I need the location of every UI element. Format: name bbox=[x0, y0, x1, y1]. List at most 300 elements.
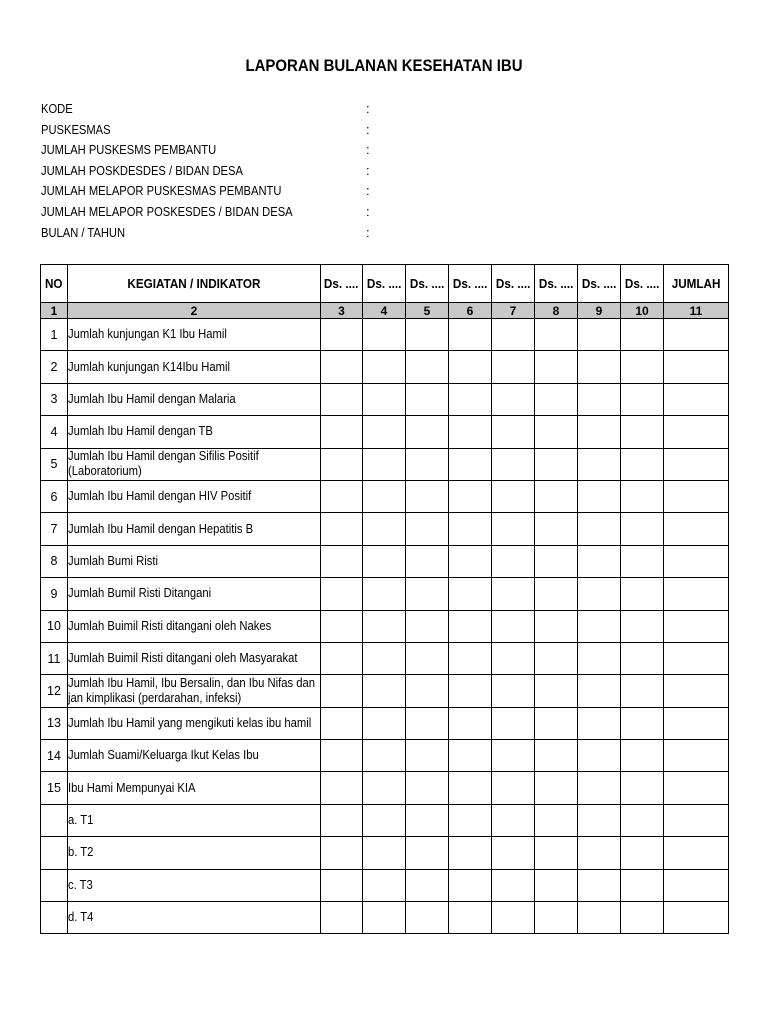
village-value-cell[interactable] bbox=[363, 740, 406, 772]
village-value-cell[interactable] bbox=[621, 319, 664, 351]
village-value-cell[interactable] bbox=[449, 383, 492, 415]
village-value-cell[interactable] bbox=[492, 804, 535, 836]
village-value-cell[interactable] bbox=[535, 513, 578, 545]
column-number-cell: 11 bbox=[664, 303, 729, 319]
activity-label: Jumlah Bumi Risti bbox=[68, 553, 159, 568]
activity-label: b. T2 bbox=[68, 845, 94, 860]
village-value-cell[interactable] bbox=[321, 804, 363, 836]
total-value-cell[interactable] bbox=[664, 675, 729, 707]
info-field-row bbox=[41, 223, 441, 244]
activity-cell bbox=[68, 772, 321, 804]
column-header bbox=[535, 265, 578, 303]
village-value-cell[interactable] bbox=[406, 610, 449, 642]
village-value-cell[interactable] bbox=[363, 642, 406, 674]
row-number: 14 bbox=[41, 740, 68, 772]
village-value-cell[interactable] bbox=[449, 837, 492, 869]
column-header-label: Ds. .... bbox=[495, 276, 531, 291]
village-value-cell[interactable] bbox=[492, 448, 535, 480]
table-row bbox=[41, 675, 729, 707]
column-header bbox=[664, 265, 729, 303]
activity-label: Ibu Hami Mempunyai KIA bbox=[68, 780, 196, 795]
info-field-label: BULAN / TAHUN bbox=[41, 224, 126, 240]
activity-label: Jumlah Buimil Risti ditangani oleh Masyarakat bbox=[68, 651, 298, 666]
village-value-cell[interactable] bbox=[321, 319, 363, 351]
village-value-cell[interactable] bbox=[535, 902, 578, 934]
activity-label: Jumlah kunjungan K1 Ibu Hamil bbox=[68, 327, 227, 342]
column-header bbox=[406, 265, 449, 303]
village-value-cell[interactable] bbox=[406, 513, 449, 545]
village-value-cell[interactable] bbox=[363, 448, 406, 480]
total-value-cell[interactable] bbox=[664, 416, 729, 448]
activity-cell bbox=[68, 480, 321, 512]
village-value-cell[interactable] bbox=[321, 480, 363, 512]
village-value-cell[interactable] bbox=[406, 902, 449, 934]
village-value-cell[interactable] bbox=[363, 610, 406, 642]
column-number-cell: 3 bbox=[321, 303, 363, 319]
village-value-cell[interactable] bbox=[321, 772, 363, 804]
row-number: 8 bbox=[41, 545, 68, 577]
activity-label: Jumlah Ibu Hamil dengan Hepatitis B bbox=[68, 521, 254, 536]
village-value-cell[interactable] bbox=[363, 383, 406, 415]
activity-cell bbox=[68, 642, 321, 674]
column-number-cell: 5 bbox=[406, 303, 449, 319]
column-header-label: Ds. .... bbox=[452, 276, 488, 291]
total-value-cell[interactable] bbox=[664, 383, 729, 415]
row-number bbox=[41, 837, 68, 869]
village-value-cell[interactable] bbox=[535, 319, 578, 351]
village-value-cell[interactable] bbox=[535, 740, 578, 772]
column-number-cell: 10 bbox=[621, 303, 664, 319]
village-value-cell[interactable] bbox=[449, 902, 492, 934]
total-value-cell[interactable] bbox=[664, 902, 729, 934]
village-value-cell[interactable] bbox=[406, 416, 449, 448]
info-field-separator: : bbox=[366, 183, 370, 199]
column-header bbox=[492, 265, 535, 303]
village-value-cell[interactable] bbox=[321, 675, 363, 707]
total-value-cell[interactable] bbox=[664, 351, 729, 383]
village-value-cell[interactable] bbox=[578, 319, 621, 351]
village-value-cell[interactable] bbox=[363, 480, 406, 512]
info-field-label: KODE bbox=[41, 101, 73, 116]
table-row bbox=[41, 740, 729, 772]
village-value-cell[interactable] bbox=[406, 642, 449, 674]
village-value-cell[interactable] bbox=[578, 837, 621, 869]
village-value-cell[interactable] bbox=[363, 545, 406, 577]
village-value-cell[interactable] bbox=[535, 545, 578, 577]
row-number: 2 bbox=[41, 351, 68, 383]
column-header bbox=[68, 265, 321, 303]
village-value-cell[interactable] bbox=[406, 707, 449, 739]
column-header-label: KEGIATAN / INDIKATOR bbox=[127, 276, 261, 291]
village-value-cell[interactable] bbox=[406, 869, 449, 901]
village-value-cell[interactable] bbox=[578, 513, 621, 545]
village-value-cell[interactable] bbox=[449, 513, 492, 545]
info-field-row bbox=[41, 202, 441, 223]
table-row bbox=[41, 448, 729, 480]
row-number: 15 bbox=[41, 772, 68, 804]
activity-cell bbox=[68, 545, 321, 577]
total-value-cell[interactable] bbox=[664, 480, 729, 512]
village-value-cell[interactable] bbox=[492, 480, 535, 512]
village-value-cell[interactable] bbox=[321, 448, 363, 480]
table-row bbox=[41, 319, 729, 351]
village-value-cell[interactable] bbox=[492, 319, 535, 351]
total-value-cell[interactable] bbox=[664, 642, 729, 674]
village-value-cell[interactable] bbox=[535, 707, 578, 739]
column-number-cell: 4 bbox=[363, 303, 406, 319]
activity-cell bbox=[68, 740, 321, 772]
table-row bbox=[41, 610, 729, 642]
village-value-cell[interactable] bbox=[321, 578, 363, 610]
column-header bbox=[363, 265, 406, 303]
activity-cell bbox=[68, 902, 321, 934]
village-value-cell[interactable] bbox=[535, 675, 578, 707]
village-value-cell[interactable] bbox=[492, 837, 535, 869]
report-info-block bbox=[41, 99, 441, 243]
village-value-cell[interactable] bbox=[578, 383, 621, 415]
activity-label: a. T1 bbox=[68, 813, 94, 828]
activity-label: Jumlah kunjungan K14Ibu Hamil bbox=[68, 359, 230, 374]
village-value-cell[interactable] bbox=[363, 707, 406, 739]
info-field-separator: : bbox=[366, 162, 370, 178]
column-number-row bbox=[41, 303, 729, 319]
village-value-cell[interactable] bbox=[578, 902, 621, 934]
village-value-cell[interactable] bbox=[449, 610, 492, 642]
village-value-cell[interactable] bbox=[535, 416, 578, 448]
report-table bbox=[40, 264, 729, 934]
activity-label: c. T3 bbox=[68, 877, 93, 892]
village-value-cell[interactable] bbox=[621, 416, 664, 448]
village-value-cell[interactable] bbox=[578, 416, 621, 448]
row-number bbox=[41, 902, 68, 934]
info-field-separator: : bbox=[366, 224, 370, 240]
village-value-cell[interactable] bbox=[363, 902, 406, 934]
village-value-cell[interactable] bbox=[363, 675, 406, 707]
village-value-cell[interactable] bbox=[449, 675, 492, 707]
total-value-cell[interactable] bbox=[664, 837, 729, 869]
village-value-cell[interactable] bbox=[492, 610, 535, 642]
village-value-cell[interactable] bbox=[449, 772, 492, 804]
village-value-cell[interactable] bbox=[321, 610, 363, 642]
village-value-cell[interactable] bbox=[621, 610, 664, 642]
village-value-cell[interactable] bbox=[621, 642, 664, 674]
village-value-cell[interactable] bbox=[406, 675, 449, 707]
activity-cell bbox=[68, 707, 321, 739]
village-value-cell[interactable] bbox=[535, 383, 578, 415]
village-value-cell[interactable] bbox=[492, 869, 535, 901]
row-number: 10 bbox=[41, 610, 68, 642]
village-value-cell[interactable] bbox=[492, 642, 535, 674]
total-value-cell[interactable] bbox=[664, 319, 729, 351]
village-value-cell[interactable] bbox=[406, 383, 449, 415]
total-value-cell[interactable] bbox=[664, 513, 729, 545]
village-value-cell[interactable] bbox=[621, 351, 664, 383]
village-value-cell[interactable] bbox=[363, 804, 406, 836]
table-row bbox=[41, 869, 729, 901]
village-value-cell[interactable] bbox=[578, 610, 621, 642]
activity-cell bbox=[68, 610, 321, 642]
village-value-cell[interactable] bbox=[578, 740, 621, 772]
village-value-cell[interactable] bbox=[492, 707, 535, 739]
activity-cell bbox=[68, 837, 321, 869]
row-number: 13 bbox=[41, 707, 68, 739]
table-row bbox=[41, 513, 729, 545]
info-field-separator: : bbox=[366, 101, 370, 116]
table-row bbox=[41, 383, 729, 415]
info-field-separator: : bbox=[366, 121, 370, 137]
row-number: 5 bbox=[41, 448, 68, 480]
row-number: 11 bbox=[41, 642, 68, 674]
village-value-cell[interactable] bbox=[621, 902, 664, 934]
activity-cell bbox=[68, 513, 321, 545]
village-value-cell[interactable] bbox=[406, 480, 449, 512]
table-row bbox=[41, 707, 729, 739]
village-value-cell[interactable] bbox=[321, 869, 363, 901]
activity-cell bbox=[68, 319, 321, 351]
village-value-cell[interactable] bbox=[492, 351, 535, 383]
village-value-cell[interactable] bbox=[492, 513, 535, 545]
village-value-cell[interactable] bbox=[449, 319, 492, 351]
village-value-cell[interactable] bbox=[492, 383, 535, 415]
village-value-cell[interactable] bbox=[578, 448, 621, 480]
village-value-cell[interactable] bbox=[449, 416, 492, 448]
activity-cell bbox=[68, 869, 321, 901]
village-value-cell[interactable] bbox=[406, 740, 449, 772]
total-value-cell[interactable] bbox=[664, 578, 729, 610]
village-value-cell[interactable] bbox=[363, 513, 406, 545]
village-value-cell[interactable] bbox=[321, 351, 363, 383]
village-value-cell[interactable] bbox=[363, 351, 406, 383]
village-value-cell[interactable] bbox=[406, 351, 449, 383]
table-row bbox=[41, 578, 729, 610]
row-number bbox=[41, 869, 68, 901]
activity-label: Jumlah Ibu Hamil yang mengikuti kelas ibu hamil bbox=[68, 715, 312, 730]
village-value-cell[interactable] bbox=[621, 675, 664, 707]
column-header bbox=[621, 265, 664, 303]
column-number-cell: 9 bbox=[578, 303, 621, 319]
village-value-cell[interactable] bbox=[578, 480, 621, 512]
village-value-cell[interactable] bbox=[321, 545, 363, 577]
village-value-cell[interactable] bbox=[578, 869, 621, 901]
info-field-label: JUMLAH PUSKESMS PEMBANTU bbox=[41, 142, 217, 158]
row-number: 9 bbox=[41, 578, 68, 610]
column-header-label: Ds. .... bbox=[624, 276, 660, 291]
column-number-cell: 6 bbox=[449, 303, 492, 319]
village-value-cell[interactable] bbox=[321, 513, 363, 545]
village-value-cell[interactable] bbox=[363, 416, 406, 448]
table-row bbox=[41, 351, 729, 383]
info-field-row bbox=[41, 99, 441, 120]
row-number: 7 bbox=[41, 513, 68, 545]
village-value-cell[interactable] bbox=[535, 480, 578, 512]
village-value-cell[interactable] bbox=[492, 902, 535, 934]
village-value-cell[interactable] bbox=[578, 642, 621, 674]
column-number-cell: 2 bbox=[68, 303, 321, 319]
village-value-cell[interactable] bbox=[363, 319, 406, 351]
village-value-cell[interactable] bbox=[449, 545, 492, 577]
column-header-label: Ds. .... bbox=[324, 276, 359, 291]
village-value-cell[interactable] bbox=[578, 804, 621, 836]
village-value-cell[interactable] bbox=[621, 480, 664, 512]
column-header bbox=[321, 265, 363, 303]
activity-cell bbox=[68, 804, 321, 836]
village-value-cell[interactable] bbox=[449, 351, 492, 383]
column-header-label: Ds. .... bbox=[538, 276, 574, 291]
info-field-label: JUMLAH MELAPOR POSKESDES / BIDAN DESA bbox=[41, 203, 293, 219]
village-value-cell[interactable] bbox=[621, 448, 664, 480]
village-value-cell[interactable] bbox=[406, 578, 449, 610]
village-value-cell[interactable] bbox=[621, 804, 664, 836]
village-value-cell[interactable] bbox=[449, 740, 492, 772]
village-value-cell[interactable] bbox=[621, 578, 664, 610]
table-row bbox=[41, 416, 729, 448]
table-row bbox=[41, 804, 729, 836]
total-value-cell[interactable] bbox=[664, 448, 729, 480]
table-row bbox=[41, 772, 729, 804]
village-value-cell[interactable] bbox=[535, 351, 578, 383]
village-value-cell[interactable] bbox=[578, 578, 621, 610]
activity-label: Jumlah Ibu Hamil dengan HIV Positif bbox=[68, 489, 252, 504]
village-value-cell[interactable] bbox=[492, 740, 535, 772]
table-row bbox=[41, 837, 729, 869]
table-row bbox=[41, 902, 729, 934]
village-value-cell[interactable] bbox=[449, 707, 492, 739]
activity-label: Jumlah Ibu Hamil dengan TB bbox=[68, 424, 213, 439]
table-row bbox=[41, 545, 729, 577]
village-value-cell[interactable] bbox=[363, 837, 406, 869]
village-value-cell[interactable] bbox=[406, 448, 449, 480]
total-value-cell[interactable] bbox=[664, 804, 729, 836]
total-value-cell[interactable] bbox=[664, 772, 729, 804]
village-value-cell[interactable] bbox=[363, 772, 406, 804]
village-value-cell[interactable] bbox=[492, 675, 535, 707]
village-value-cell[interactable] bbox=[406, 545, 449, 577]
column-header-label: Ds. .... bbox=[366, 276, 402, 291]
row-number: 6 bbox=[41, 480, 68, 512]
column-header bbox=[578, 265, 621, 303]
table-body bbox=[41, 319, 729, 934]
column-number-cell: 7 bbox=[492, 303, 535, 319]
activity-label: Jumlah Ibu Hamil dengan Sifilis Positif (Laboratorium) bbox=[68, 449, 259, 479]
info-field-separator: : bbox=[366, 203, 370, 219]
village-value-cell[interactable] bbox=[449, 804, 492, 836]
village-value-cell[interactable] bbox=[449, 448, 492, 480]
column-header-label: Ds. .... bbox=[409, 276, 445, 291]
total-value-cell[interactable] bbox=[664, 740, 729, 772]
info-field-separator: : bbox=[366, 142, 370, 158]
row-number: 3 bbox=[41, 383, 68, 415]
village-value-cell[interactable] bbox=[621, 740, 664, 772]
village-value-cell[interactable] bbox=[363, 578, 406, 610]
village-value-cell[interactable] bbox=[578, 772, 621, 804]
table-row bbox=[41, 480, 729, 512]
info-field-row bbox=[41, 181, 441, 202]
village-value-cell[interactable] bbox=[449, 578, 492, 610]
village-value-cell[interactable] bbox=[621, 707, 664, 739]
info-field-row bbox=[41, 120, 441, 141]
row-number: 12 bbox=[41, 675, 68, 707]
info-field-row bbox=[41, 161, 441, 182]
village-value-cell[interactable] bbox=[449, 642, 492, 674]
village-value-cell[interactable] bbox=[492, 416, 535, 448]
village-value-cell[interactable] bbox=[492, 545, 535, 577]
column-number-cell: 8 bbox=[535, 303, 578, 319]
total-value-cell[interactable] bbox=[664, 707, 729, 739]
village-value-cell[interactable] bbox=[406, 772, 449, 804]
total-value-cell[interactable] bbox=[664, 545, 729, 577]
activity-cell bbox=[68, 383, 321, 415]
village-value-cell[interactable] bbox=[621, 837, 664, 869]
village-value-cell[interactable] bbox=[578, 707, 621, 739]
village-value-cell[interactable] bbox=[449, 869, 492, 901]
village-value-cell[interactable] bbox=[578, 675, 621, 707]
village-value-cell[interactable] bbox=[535, 610, 578, 642]
village-value-cell[interactable] bbox=[406, 804, 449, 836]
total-value-cell[interactable] bbox=[664, 869, 729, 901]
activity-cell bbox=[68, 416, 321, 448]
activity-cell bbox=[68, 578, 321, 610]
village-value-cell[interactable] bbox=[363, 869, 406, 901]
info-field-label: PUSKESMAS bbox=[41, 121, 111, 137]
column-number-cell: 1 bbox=[41, 303, 68, 319]
activity-label: d. T4 bbox=[68, 910, 94, 925]
village-value-cell[interactable] bbox=[621, 513, 664, 545]
village-value-cell[interactable] bbox=[535, 869, 578, 901]
village-value-cell[interactable] bbox=[578, 351, 621, 383]
village-value-cell[interactable] bbox=[321, 416, 363, 448]
info-field-row bbox=[41, 140, 441, 161]
village-value-cell[interactable] bbox=[535, 804, 578, 836]
village-value-cell[interactable] bbox=[535, 578, 578, 610]
total-value-cell[interactable] bbox=[664, 610, 729, 642]
activity-cell bbox=[68, 448, 321, 480]
table-row bbox=[41, 642, 729, 674]
village-value-cell[interactable] bbox=[621, 545, 664, 577]
village-value-cell[interactable] bbox=[321, 707, 363, 739]
village-value-cell[interactable] bbox=[406, 319, 449, 351]
row-number: 1 bbox=[41, 319, 68, 351]
village-value-cell[interactable] bbox=[535, 642, 578, 674]
village-value-cell[interactable] bbox=[621, 772, 664, 804]
village-value-cell[interactable] bbox=[449, 480, 492, 512]
row-number bbox=[41, 804, 68, 836]
village-value-cell[interactable] bbox=[621, 383, 664, 415]
village-value-cell[interactable] bbox=[535, 837, 578, 869]
village-value-cell[interactable] bbox=[535, 772, 578, 804]
village-value-cell[interactable] bbox=[406, 837, 449, 869]
village-value-cell[interactable] bbox=[321, 837, 363, 869]
village-value-cell[interactable] bbox=[321, 642, 363, 674]
row-number: 4 bbox=[41, 416, 68, 448]
village-value-cell[interactable] bbox=[321, 383, 363, 415]
table-header-row bbox=[41, 265, 729, 303]
village-value-cell[interactable] bbox=[321, 902, 363, 934]
activity-cell bbox=[68, 675, 321, 707]
activity-label: Jumlah Ibu Hamil, Ibu Bersalin, dan Ibu Nifas dan jan kimplikasi (perdarahan, infeksi) bbox=[68, 675, 316, 705]
village-value-cell[interactable] bbox=[321, 740, 363, 772]
activity-label: Jumlah Buimil Risti ditangani oleh Nakes bbox=[68, 618, 272, 633]
column-header bbox=[41, 265, 68, 303]
column-header bbox=[449, 265, 492, 303]
village-value-cell[interactable] bbox=[578, 545, 621, 577]
activity-label: Jumlah Suami/Keluarga Ikut Kelas Ibu bbox=[68, 748, 259, 763]
village-value-cell[interactable] bbox=[621, 869, 664, 901]
village-value-cell[interactable] bbox=[535, 448, 578, 480]
village-value-cell[interactable] bbox=[492, 578, 535, 610]
activity-cell bbox=[68, 351, 321, 383]
column-header-label: NO bbox=[45, 276, 63, 291]
village-value-cell[interactable] bbox=[492, 772, 535, 804]
